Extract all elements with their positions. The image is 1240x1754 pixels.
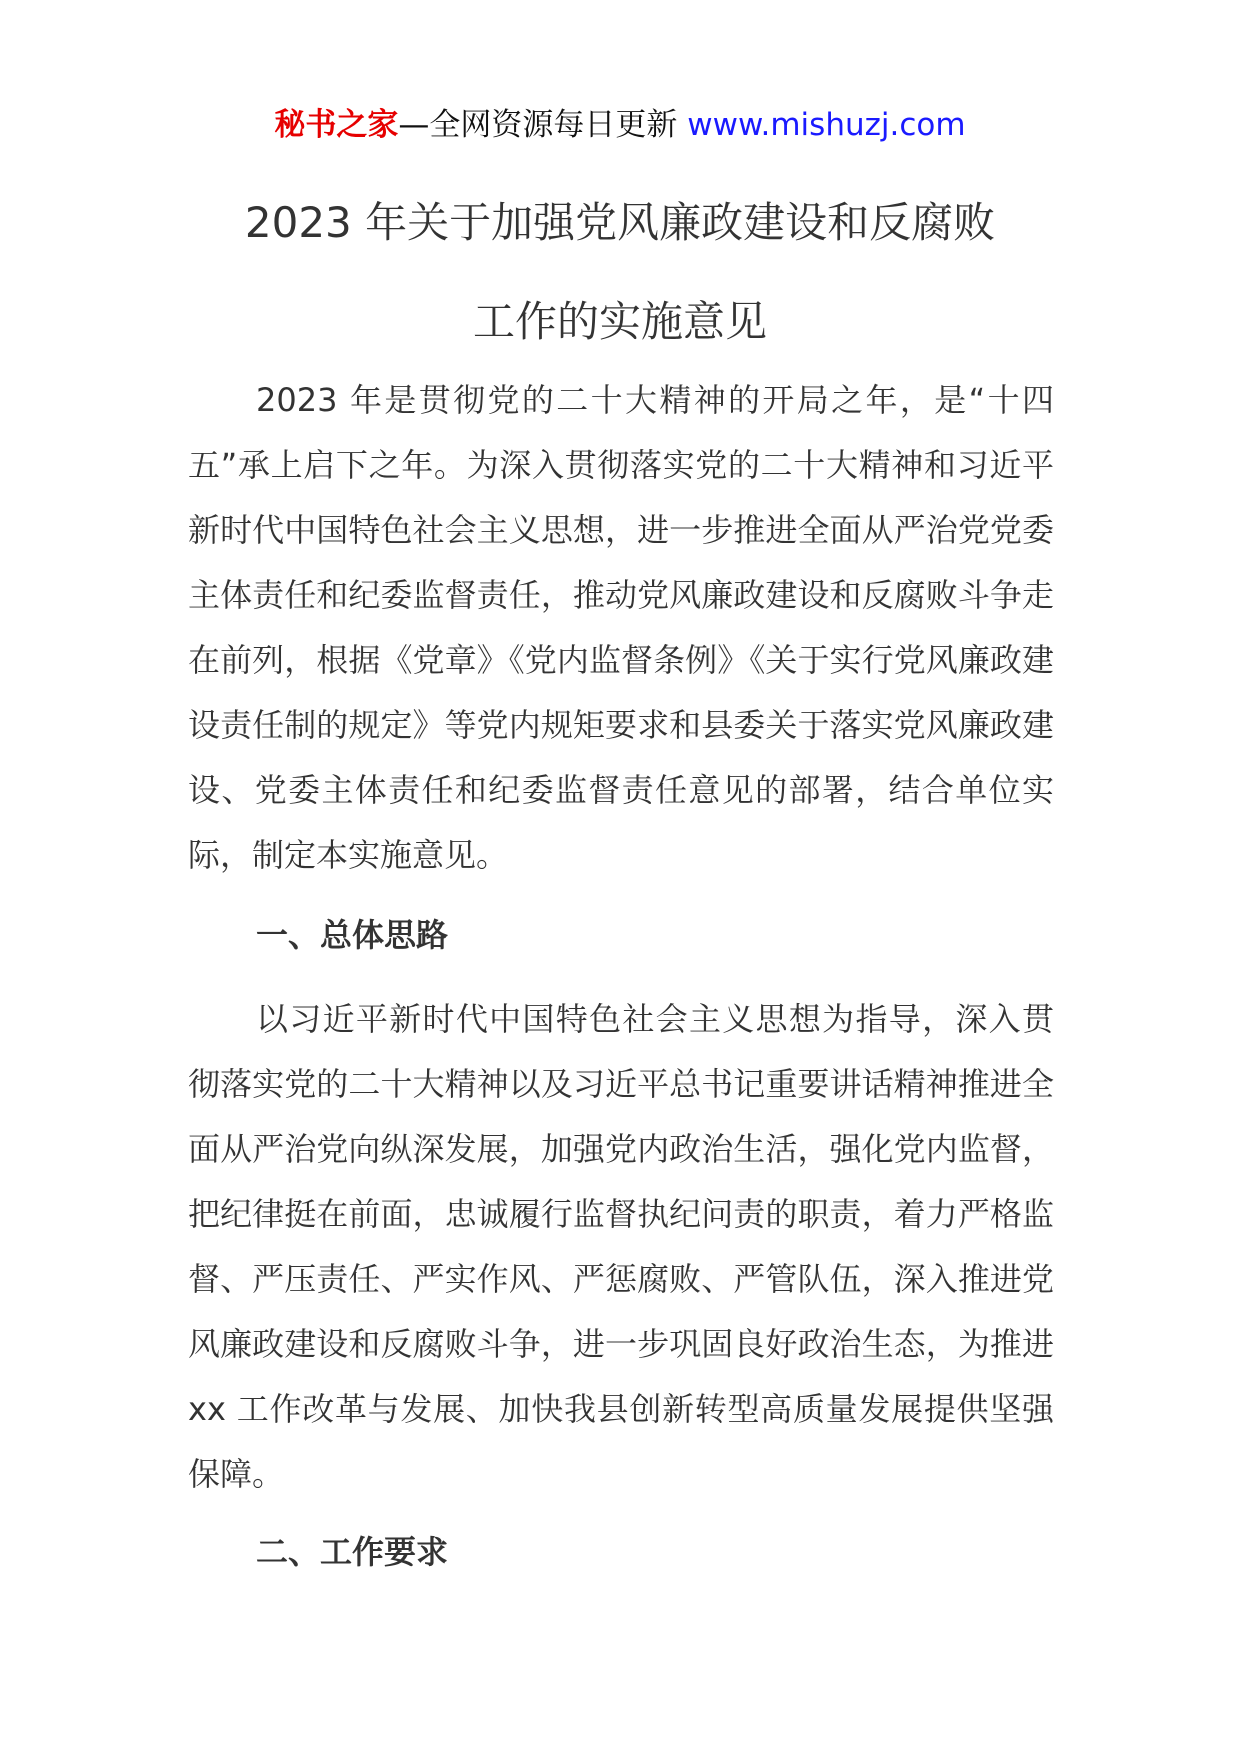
document-title-line-2: 工作的实施意见: [472, 297, 767, 346]
header-tagline: —全网资源每日更新: [398, 107, 678, 143]
section-paragraph-overall-approach: 以习近平新时代中国特色社会主义思想为指导，深入贯彻落实党的二十大精神以及习近平总书记重要讲话精神推进全面从严治党向纵深发展，加强党内政治生活，强化党内监督，把纪律挺在前面，忠诚履行监督执纪问责的职责，着力严格监督、严压责任、严实作风、严惩腐败、严管队伍，深入推进党风廉政建设和反腐败斗争，进一步巩固良好政治生态，为推进 xx 工作改革与发展、加快我县创新转型高质量发展提供坚强保障。: [188, 1000, 1054, 1493]
section-heading-work-requirements: 二、工作要求: [256, 1533, 449, 1571]
site-url-link[interactable]: www.mishuzj.com: [687, 107, 966, 143]
section-heading-overall-approach: 一、总体思路: [256, 916, 449, 954]
brand-name: 秘书之家: [274, 107, 399, 143]
document-title-line-1: 2023 年关于加强党风廉政建设和反腐败: [244, 198, 996, 247]
intro-paragraph: 2023 年是贯彻党的二十大精神的开局之年，是“十四五”承上启下之年。为深入贯彻落实党的二十大精神和习近平新时代中国特色社会主义思想，进一步推进全面从严治党党委主体责任和纪委监督责任，推动党风廉政建设和反腐败斗争走在前列，根据《党章》《党内监督条例》《关于实行党风廉政建设责任制的规定》等党内规矩要求和县委关于落实党风廉政建设、党委主体责任和纪委监督责任意见的部署，结合单位实际，制定本实施意见。: [188, 381, 1054, 874]
site-header: [0, 100, 1240, 150]
